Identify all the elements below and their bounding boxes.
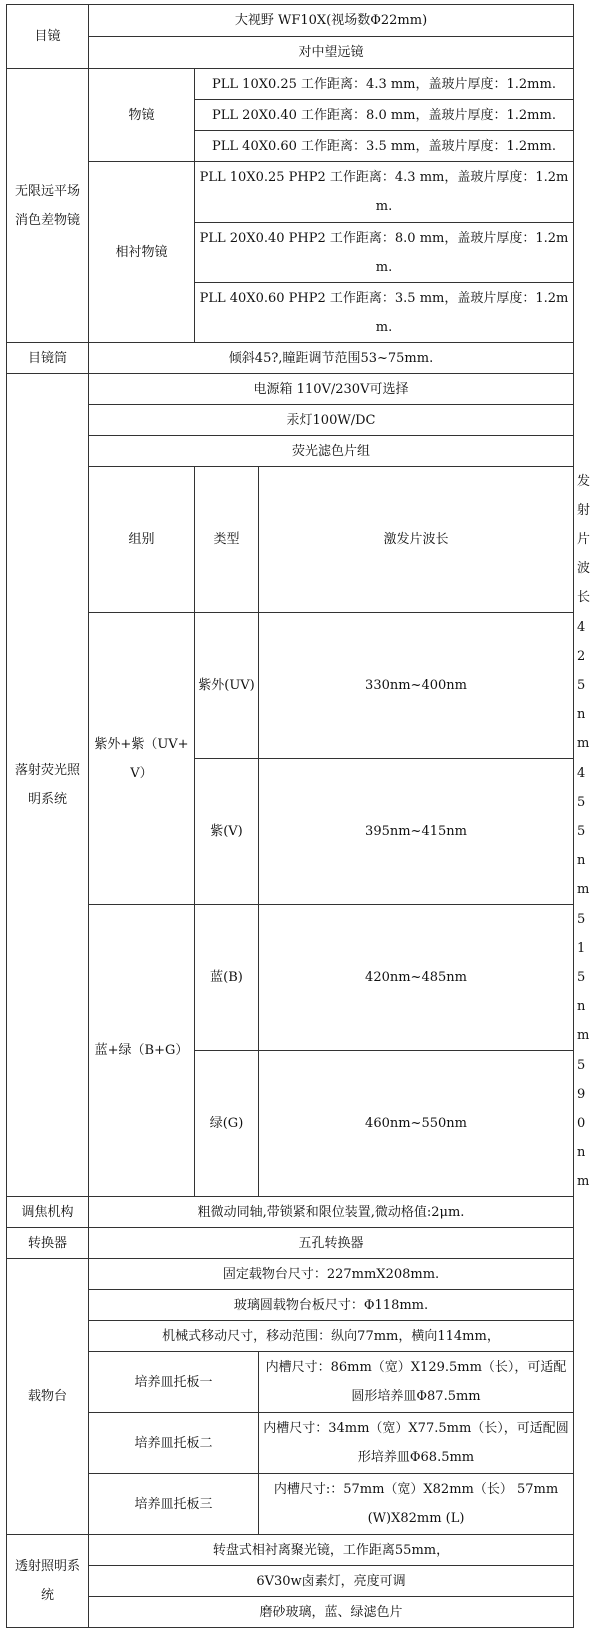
stage-label: 载物台 <box>7 1259 89 1535</box>
spec-table: 目镜 大视野 WF10X(视场数Φ22mm) 对中望远镜 无限远平场消色差物镜 物镜 PLL 10X0.25 工作距离：4.3 mm，盖玻片厚度：1.2mm. PLL 20X0.40 工作距离：8.0 mm，盖玻片厚度：1.2mm. PLL 40X0.60 工作距离：3.5 mm，盖玻片厚度：1.2mm. 相衬物镜 PLL 10X0.25 PHP2 工作距离：4.3 mm，盖玻片厚度：1.2mm. PLL 20X0.40 PHP2 工作距离：8.0 mm，盖玻片厚度：1.2mm. PLL 40X0.60 PHP2 工作距离：3.5 mm，盖玻片厚度：1.2mm. 目镜筒 倾斜45?,瞳距调节范围53~75mm. 落射荧光照明系统 电源箱 110V/230V可选择 汞灯100W/DC 荧光滤色片组 组别 类型 激发片波长 发射片波长 紫外+紫（UV+V） 紫外(UV) 330nm~400nm 425nm 紫(V) 395nm~415nm 455nm 蓝+绿（B+G） 蓝(B) 420nm~485nm 515nm 绿(G) 460nm~550nm 590nm 调焦机构 粗微动同轴,带锁紧和限位装置,微动格值:2μm. 转换器 五孔转换器 载物台 固定载物台尺寸：227mmX208mm. 玻璃圆载物台板尺寸：Φ118mm. 机械式移动尺寸，移动范围：纵向77mm，横向114mm， 培养皿托板一 内槽尺寸：86mm（宽）X129.5mm（长），可适配圆形培养皿Φ87.5mm 培养皿托板二 内槽尺寸：34mm（宽）X77.5mm（长），可适配圆形培养皿Φ68.5mm 培养皿托板三 内槽尺寸:：57mm（宽）X82mm（长） 57mm (W)X82mm (L) 透射照明系统 转盘式相衬离聚光镜，工作距离55mm， 6V30w卤素灯，亮度可调 磨砂玻璃，蓝、绿滤色片 <box>6 4 574 1628</box>
eyepiece-label: 目镜 <box>7 5 89 69</box>
glass-plate: 玻璃圆载物台板尺寸：Φ118mm. <box>89 1290 574 1321</box>
plate2-spec: 内槽尺寸：34mm（宽）X77.5mm（长），可适配圆形培养皿Φ68.5mm <box>259 1413 574 1474</box>
excitation-uv: 330nm~400nm <box>259 613 574 759</box>
focus-spec: 粗微动同轴,带锁紧和限位装置,微动格值:2μm. <box>89 1197 574 1228</box>
plate3-label: 培养皿托板三 <box>89 1474 259 1535</box>
excitation-v: 395nm~415nm <box>259 759 574 905</box>
fluorescence-label: 落射荧光照明系统 <box>7 374 89 1197</box>
transmitted-filter: 磨砂玻璃，蓝、绿滤色片 <box>89 1597 574 1628</box>
type-g: 绿(G) <box>195 1051 259 1197</box>
plate1-label: 培养皿托板一 <box>89 1352 259 1413</box>
plate2-label: 培养皿托板二 <box>89 1413 259 1474</box>
phase-objective-label: 相衬物镜 <box>89 162 195 343</box>
transmitted-label: 透射照明系统 <box>7 1535 89 1628</box>
plan-objective-20x: PLL 20X0.40 工作距离：8.0 mm，盖玻片厚度：1.2mm. <box>195 100 574 131</box>
tube-spec: 倾斜45?,瞳距调节范围53~75mm. <box>89 343 574 374</box>
filter-set-title: 荧光滤色片组 <box>89 436 574 467</box>
header-type: 类型 <box>195 467 259 613</box>
phase-objective-10x: PLL 10X0.25 PHP2 工作距离：4.3 mm，盖玻片厚度：1.2mm. <box>195 162 574 223</box>
type-b: 蓝(B) <box>195 905 259 1051</box>
halogen-lamp: 6V30w卤素灯，亮度可调 <box>89 1566 574 1597</box>
excitation-b: 420nm~485nm <box>259 905 574 1051</box>
stage-size: 固定载物台尺寸：227mmX208mm. <box>89 1259 574 1290</box>
eyepiece-spec: 大视野 WF10X(视场数Φ22mm) <box>89 5 574 37</box>
plate1-spec: 内槽尺寸：86mm（宽）X129.5mm（长），可适配圆形培养皿Φ87.5mm <box>259 1352 574 1413</box>
focus-label: 调焦机构 <box>7 1197 89 1228</box>
tube-label: 目镜筒 <box>7 343 89 374</box>
plan-objective-40x: PLL 40X0.60 工作距离：3.5 mm，盖玻片厚度：1.2mm. <box>195 131 574 162</box>
type-uv: 紫外(UV) <box>195 613 259 759</box>
condenser-spec: 转盘式相衬离聚光镜，工作距离55mm， <box>89 1535 574 1566</box>
nosepiece-label: 转换器 <box>7 1228 89 1259</box>
excitation-g: 460nm~550nm <box>259 1051 574 1197</box>
plate3-spec: 内槽尺寸:：57mm（宽）X82mm（长） 57mm (W)X82mm (L) <box>259 1474 574 1535</box>
header-group: 组别 <box>89 467 195 613</box>
group-uv-v: 紫外+紫（UV+V） <box>89 613 195 905</box>
mechanical-move: 机械式移动尺寸，移动范围：纵向77mm，横向114mm， <box>89 1321 574 1352</box>
header-excitation: 激发片波长 <box>259 467 574 613</box>
group-b-g: 蓝+绿（B+G） <box>89 905 195 1197</box>
objective-label: 无限远平场消色差物镜 <box>7 69 89 343</box>
type-v: 紫(V) <box>195 759 259 905</box>
plan-objective-label: 物镜 <box>89 69 195 162</box>
nosepiece-spec: 五孔转换器 <box>89 1228 574 1259</box>
eyepiece-telescope: 对中望远镜 <box>89 37 574 69</box>
mercury-lamp: 汞灯100W/DC <box>89 405 574 436</box>
power-box: 电源箱 110V/230V可选择 <box>89 374 574 405</box>
plan-objective-10x: PLL 10X0.25 工作距离：4.3 mm，盖玻片厚度：1.2mm. <box>195 69 574 100</box>
phase-objective-40x: PLL 40X0.60 PHP2 工作距离：3.5 mm，盖玻片厚度：1.2mm. <box>195 283 574 343</box>
phase-objective-20x: PLL 20X0.40 PHP2 工作距离：8.0 mm，盖玻片厚度：1.2mm. <box>195 223 574 283</box>
